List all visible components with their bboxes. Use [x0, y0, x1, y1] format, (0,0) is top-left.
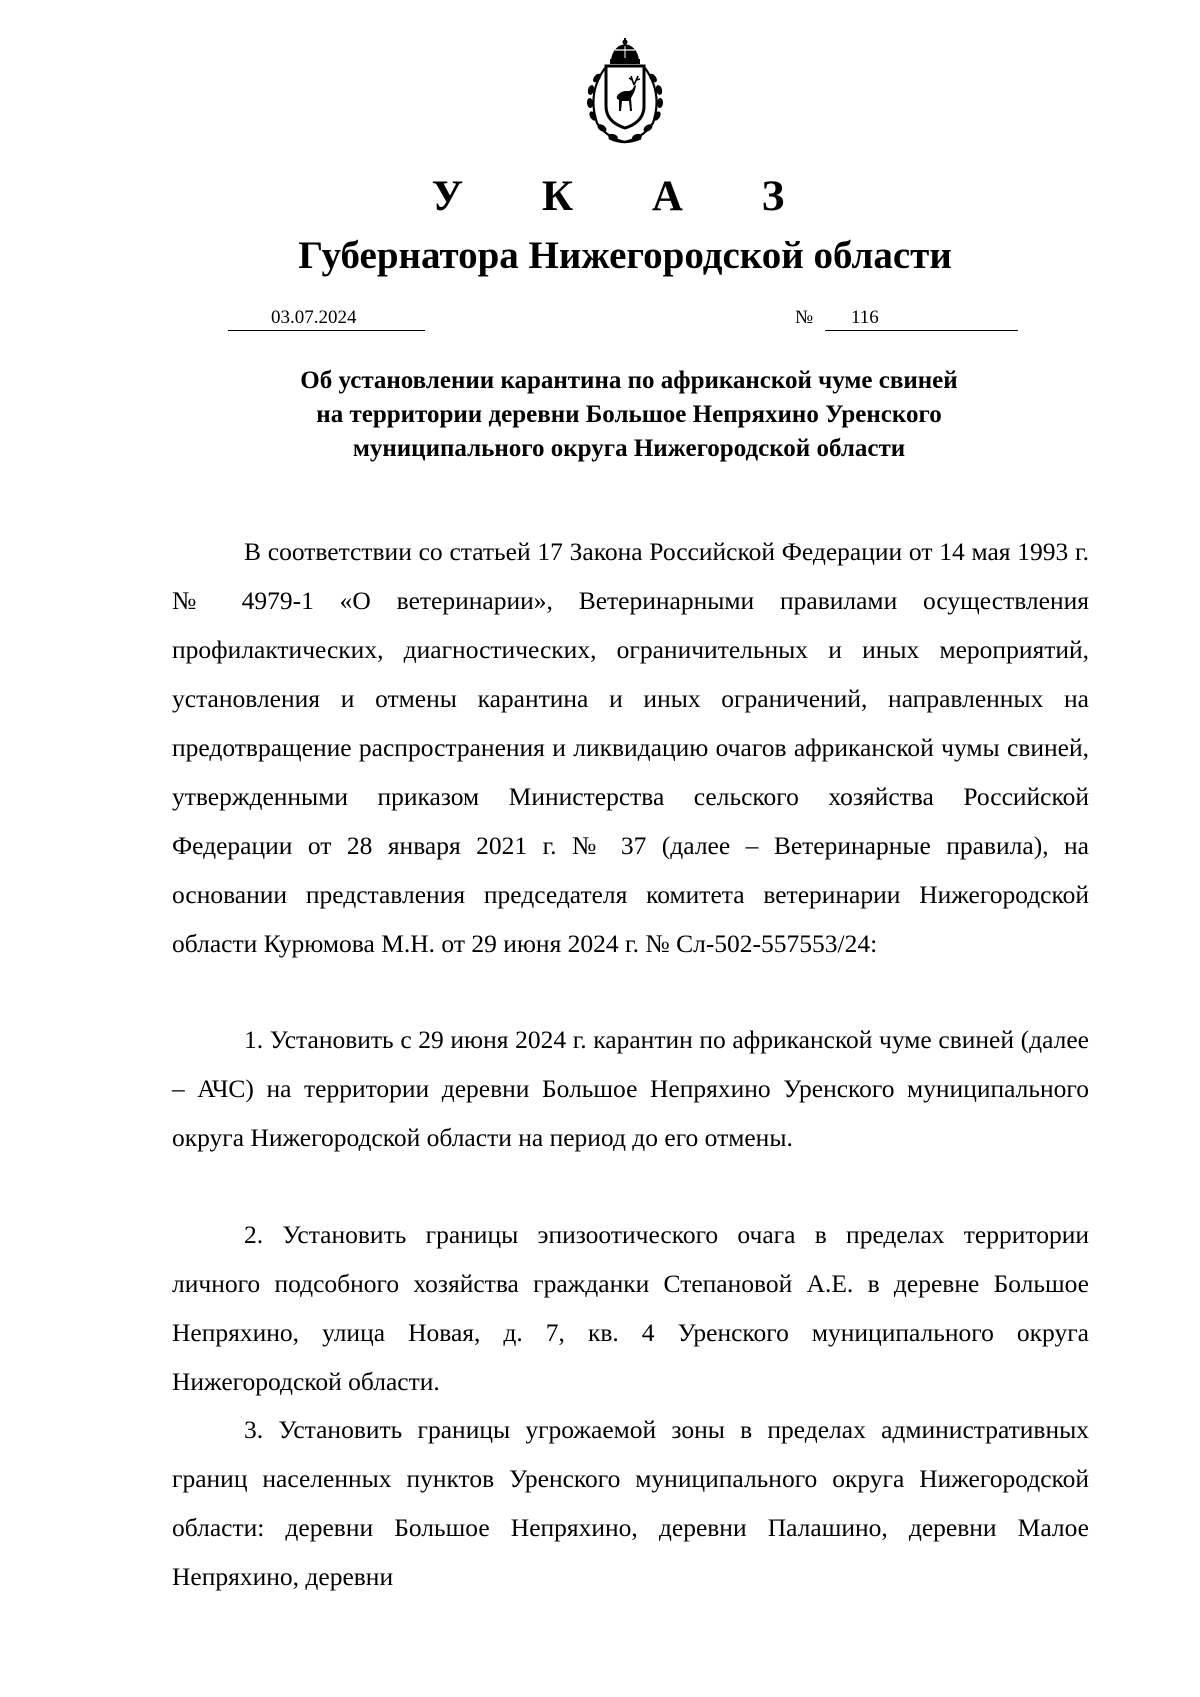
title-line: на территории деревни Большое Непряхино Уренского [316, 401, 942, 428]
document-title [150, 364, 1108, 466]
decree-number-field [795, 306, 1018, 331]
title-line: Об установлении карантина по африканской чуме свиней [300, 367, 958, 394]
clause-3-text: 3. Установить границы угрожаемой зоны в пределах административных границ населенных пунктов Уренского муниципального округа Нижегородской области: деревни Большое Непряхино, деревни Палашино, деревни Малое Непряхино, деревни [172, 1415, 1089, 1591]
decree-issuer: Губернатора Нижегородской области [298, 234, 952, 277]
coat-of-arms-emblem [575, 38, 675, 148]
preamble-text: В соответствии со статьей 17 Закона Российской Федерации от 14 мая 1993 г. № 4979-1 «О ветеринарии», Ветеринарными правилами осуществления профилактических, диагностических, ограничительных и иных мероприятий, установления и отмены карантина и иных ограничений, направленных на предотвращение распространения и ликвидацию очагов африканской чумы свиней, утвержденными приказом Министерства сельского хозяйства Российской Федерации от 28 января 2021 г. № 37 (далее – Ветеринарные правила), на основании представления председателя комитета ветеринарии Нижегородской области Курюмова М.Н. от 29 июня 2024 г. № Сл-502-557553/24: [172, 537, 1089, 958]
crown-icon [610, 38, 640, 64]
clause-3 [172, 1405, 1089, 1601]
decree-heading: У К А З [431, 173, 819, 220]
title-line: муниципального округа Нижегородской области [352, 435, 906, 462]
number-sign: № [795, 307, 814, 328]
preamble-paragraph [172, 527, 1089, 968]
clause-2 [172, 1210, 1089, 1406]
clause-2-text: 2. Установить границы эпизоотического очага в пределах территории личного подсобного хозяйства гражданки Степановой А.Е. в деревне Большое Непряхино, улица Новая, д. 7, кв. 4 Уренского муниципального округа Нижегородской области. [172, 1220, 1089, 1396]
clause-1 [172, 1015, 1089, 1162]
decree-date: 03.07.2024 [228, 306, 425, 331]
clause-1-text: 1. Установить с 29 июня 2024 г. карантин по африканской чуме свиней (далее – АЧС) на территории деревни Большое Непряхино Уренского муниципального округа Нижегородской области на период до его отмены. [172, 1025, 1089, 1152]
decree-number: 116 [825, 306, 1018, 331]
